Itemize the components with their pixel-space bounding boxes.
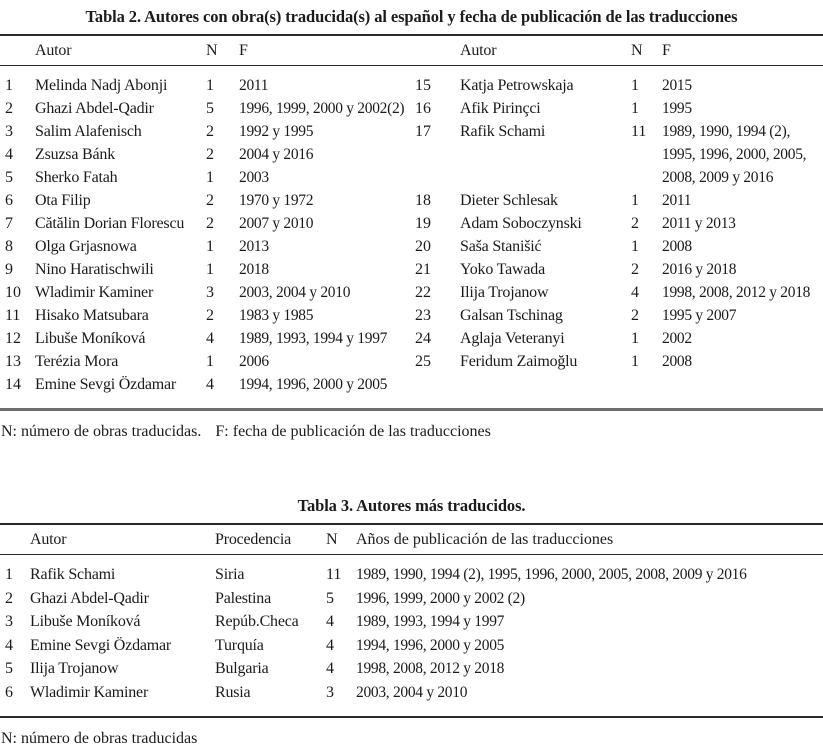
cell-procedencia: Palestina: [215, 589, 271, 607]
cell-n: 4: [206, 376, 214, 393]
cell-row-number: 4: [5, 146, 13, 163]
cell-row-number: 9: [5, 261, 13, 278]
cell-years: 1996, 1999, 2000 y 2002 (2): [356, 589, 525, 607]
tabla-3: [0, 489, 823, 750]
table-row: [0, 281, 411, 304]
cell-row-number: 8: [5, 238, 13, 255]
cell-row-number: 4: [5, 636, 13, 654]
cell-n: 1: [631, 353, 639, 370]
cell-row-number: 5: [5, 169, 13, 186]
table-row: [0, 327, 411, 350]
cell-author: Rafik Schami: [460, 123, 546, 140]
cell-row-number: 2: [5, 100, 13, 117]
table-row: [411, 281, 822, 304]
cell-procedencia: Rusia: [215, 683, 251, 701]
cell-n: 5: [326, 589, 334, 607]
cell-author: Katja Petrowskaja: [460, 77, 574, 94]
cell-row-number: 17: [415, 123, 431, 140]
cell-n: 4: [326, 660, 334, 677]
cell-n: 11: [631, 123, 647, 140]
cell-row-number: 16: [415, 100, 431, 117]
cell-row-number: 20: [415, 238, 431, 255]
cell-row-number: 25: [415, 353, 431, 370]
cell-years: 1998, 2008, 2012 y 2018: [356, 660, 505, 677]
column-header-n-left: N: [206, 42, 218, 59]
cell-row-number: 6: [5, 192, 13, 209]
table-row: [0, 681, 823, 705]
table-row: [0, 74, 411, 97]
cell-n: 4: [326, 636, 334, 654]
table2-header-row: [0, 36, 823, 65]
cell-n: 1: [631, 77, 639, 94]
cell-n: 1: [631, 192, 639, 209]
cell-n: 1: [631, 238, 639, 255]
cell-f-years: 1989, 1990, 1994 (2), 1995, 1996, 2000, 2005, 2008, 2009 y 2016: [662, 123, 807, 186]
cell-row-number: 7: [5, 215, 13, 232]
cell-f-years: 1994, 1996, 2000 y 2005: [239, 376, 388, 393]
table-row: [411, 189, 822, 212]
cell-row-number: 14: [5, 376, 21, 393]
cell-author: Nino Haratischwili: [35, 261, 154, 278]
cell-n: 4: [206, 330, 214, 347]
cell-n: 4: [631, 284, 639, 301]
table-row: [0, 563, 823, 587]
column-header-procedencia: Procedencia: [215, 531, 291, 548]
table2-body: [0, 66, 823, 408]
cell-n: 2: [206, 192, 214, 209]
cell-author: Zsuzsa Bánk: [35, 146, 116, 163]
cell-author: Dieter Schlesak: [460, 192, 558, 209]
cell-n: 3: [206, 284, 214, 301]
cell-row-number: 5: [5, 660, 13, 677]
cell-row-number: 23: [415, 307, 431, 324]
table-row: [0, 587, 823, 611]
table-row: [0, 304, 411, 327]
cell-author: Emine Sevgi Özdamar: [30, 636, 172, 654]
table3-header-row: [0, 525, 823, 554]
table2-bottom-rule: [0, 408, 823, 411]
cell-author: Afik Pirinçci: [460, 100, 541, 117]
cell-row-number: 2: [5, 589, 13, 607]
table3-title: Tabla 3. Autores más traducidos.: [297, 496, 526, 515]
cell-author: Galsan Tschinag: [460, 307, 563, 324]
table-row: [0, 610, 823, 634]
cell-n: 1: [206, 169, 214, 186]
table-row: [411, 212, 822, 235]
column-header-anos: Años de publicación de las traducciones: [356, 531, 614, 548]
cell-row-number: 24: [415, 330, 431, 347]
cell-n: 1: [206, 353, 214, 370]
table-row: [0, 166, 411, 189]
cell-years: 2003, 2004 y 2010: [356, 683, 468, 701]
cell-n: 2: [206, 307, 214, 324]
table-row: [0, 258, 411, 281]
cell-author: Wladimir Kaminer: [35, 284, 154, 301]
cell-row-number: 3: [5, 123, 13, 140]
cell-f-years: 2008: [662, 238, 692, 255]
cell-row-number: 19: [415, 215, 431, 232]
cell-author: Ilija Trojanow: [460, 284, 549, 301]
table-row: [411, 350, 822, 373]
table3-footnote: N: número de obras traducidas: [1, 730, 198, 747]
cell-n: 2: [206, 146, 214, 163]
cell-author: Adam Soboczynski: [460, 215, 582, 232]
cell-procedencia: Turquía: [215, 636, 264, 654]
cell-row-number: 11: [5, 307, 21, 324]
table-row: [0, 235, 411, 258]
cell-f-years: 1995 y 2007: [662, 307, 737, 324]
cell-author: Ghazi Abdel-Qadir: [30, 589, 149, 607]
cell-author: Ilija Trojanow: [30, 660, 119, 677]
cell-f-years: 2008: [662, 353, 692, 370]
table-row: [0, 189, 411, 212]
cell-f-years: 2013: [239, 238, 269, 255]
cell-row-number: 21: [415, 261, 431, 278]
cell-author: Aglaja Veteranyi: [460, 330, 565, 347]
cell-f-years: 1989, 1993, 1994 y 1997: [239, 330, 388, 347]
table-row: [0, 97, 411, 120]
cell-row-number: 3: [5, 613, 13, 630]
cell-author: Rafik Schami: [30, 566, 116, 583]
cell-n: 2: [631, 261, 639, 278]
table2-title: Tabla 2. Autores con obra(s) traducida(s) al español y fecha de publicación de las traducciones: [85, 7, 738, 26]
cell-f-years: 2015: [662, 77, 692, 94]
cell-n: 1: [206, 261, 214, 278]
cell-f-years: 2003, 2004 y 2010: [239, 284, 351, 301]
table3-bottom-rule: [0, 716, 823, 718]
footnote-n-definition: N: número de obras traducidas.: [1, 423, 202, 440]
table-row: [411, 304, 822, 327]
cell-f-years: 2007 y 2010: [239, 215, 314, 232]
cell-row-number: 10: [5, 284, 21, 301]
table2-right-column: [411, 74, 822, 396]
header-spacer: [0, 525, 26, 554]
table-row: [0, 634, 823, 658]
cell-f-years: 1992 y 1995: [239, 123, 314, 140]
cell-author: Hisako Matsubara: [35, 307, 149, 324]
cell-author: Olga Grjasnowa: [35, 238, 137, 255]
cell-n: 2: [631, 307, 639, 324]
cell-row-number: 1: [5, 566, 13, 583]
cell-author: Wladimir Kaminer: [30, 683, 149, 701]
cell-f-years: 1998, 2008, 2012 y 2018: [662, 284, 811, 301]
cell-row-number: 12: [5, 330, 21, 347]
cell-author: Emine Sevgi Özdamar: [35, 376, 177, 393]
cell-procedencia: Repúb.Checa: [215, 613, 299, 630]
cell-f-years: 2003: [239, 169, 269, 186]
cell-f-years: 2016 y 2018: [662, 261, 737, 278]
cell-row-number: 18: [415, 192, 431, 209]
cell-author: Salim Alafenisch: [35, 123, 142, 140]
cell-author: Terézia Mora: [35, 353, 119, 370]
cell-n: 1: [206, 238, 214, 255]
cell-f-years: 2006: [239, 353, 269, 370]
column-header-autor: Autor: [30, 531, 67, 548]
cell-row-number: 13: [5, 353, 21, 370]
cell-author: Feridum Zaimoğlu: [460, 353, 578, 370]
cell-n: 2: [206, 123, 214, 140]
cell-author: Cătălin Dorian Florescu: [35, 215, 185, 232]
cell-author: Saša Stanišić: [460, 238, 542, 255]
table2-footnote: [0, 421, 823, 443]
table-row: [411, 97, 822, 120]
cell-f-years: 2011 y 2013: [662, 215, 736, 232]
table-row: [0, 350, 411, 373]
header-spacer: [411, 36, 455, 65]
cell-n: 11: [326, 566, 342, 583]
cell-author: Melinda Nadj Abonji: [35, 77, 168, 94]
cell-years: 1989, 1993, 1994 y 1997: [356, 613, 505, 630]
table-row: [411, 74, 822, 97]
column-header-autor-left: Autor: [35, 42, 72, 59]
cell-years: 1994, 1996, 2000 y 2005: [356, 636, 505, 654]
cell-years: 1989, 1990, 1994 (2), 1995, 1996, 2000, 2005, 2008, 2009 y 2016: [356, 566, 747, 583]
cell-row-number: 15: [415, 77, 431, 94]
cell-author: Libuše Moníková: [35, 330, 146, 347]
cell-author: Sherko Fatah: [35, 169, 118, 186]
cell-n: 5: [206, 100, 214, 117]
cell-n: 1: [631, 330, 639, 347]
table-row: [0, 373, 411, 396]
cell-procedencia: Bulgaria: [215, 660, 269, 677]
column-header-n: N: [326, 531, 338, 548]
cell-f-years: 1970 y 1972: [239, 192, 314, 209]
cell-n: 2: [631, 215, 639, 232]
table-row: [411, 235, 822, 258]
cell-f-years: 2011: [239, 77, 269, 94]
table-row: [0, 120, 411, 143]
cell-n: 4: [326, 613, 334, 630]
cell-row-number: 6: [5, 683, 13, 701]
cell-f-years: 2002: [662, 330, 692, 347]
table2-left-column: [0, 74, 411, 396]
table-row: [411, 120, 822, 189]
table-row: [411, 258, 822, 281]
cell-n: 3: [326, 683, 334, 701]
cell-f-years: 2011: [662, 192, 692, 209]
cell-author: Yoko Tawada: [460, 261, 545, 278]
cell-f-years: 1996, 1999, 2000 y 2002(2): [239, 100, 405, 117]
cell-author: Ghazi Abdel-Qadir: [35, 100, 154, 117]
cell-f-years: 1995: [662, 100, 692, 117]
footnote-f-definition: F: fecha de publicación de las traducciones: [215, 423, 491, 440]
cell-n: 1: [631, 100, 639, 117]
cell-row-number: 22: [415, 284, 431, 301]
cell-author: Libuše Moníková: [30, 613, 141, 630]
cell-f-years: 2004 y 2016: [239, 146, 314, 163]
cell-author: Ota Filip: [35, 192, 91, 209]
table3-body: [0, 555, 823, 716]
cell-procedencia: Siria: [215, 566, 245, 583]
column-header-f-right: F: [662, 42, 671, 59]
header-spacer: [0, 36, 30, 65]
column-header-f-left: F: [239, 42, 248, 59]
column-header-n-right: N: [631, 42, 643, 59]
table-row: [0, 657, 823, 681]
cell-f-years: 2018: [239, 261, 269, 278]
table-row: [411, 327, 822, 350]
column-header-autor-right: Autor: [460, 42, 497, 59]
table-row: [0, 143, 411, 166]
cell-f-years: 1983 y 1985: [239, 307, 314, 324]
table-row: [0, 212, 411, 235]
cell-n: 1: [206, 77, 214, 94]
cell-n: 2: [206, 215, 214, 232]
cell-row-number: 1: [5, 77, 13, 94]
